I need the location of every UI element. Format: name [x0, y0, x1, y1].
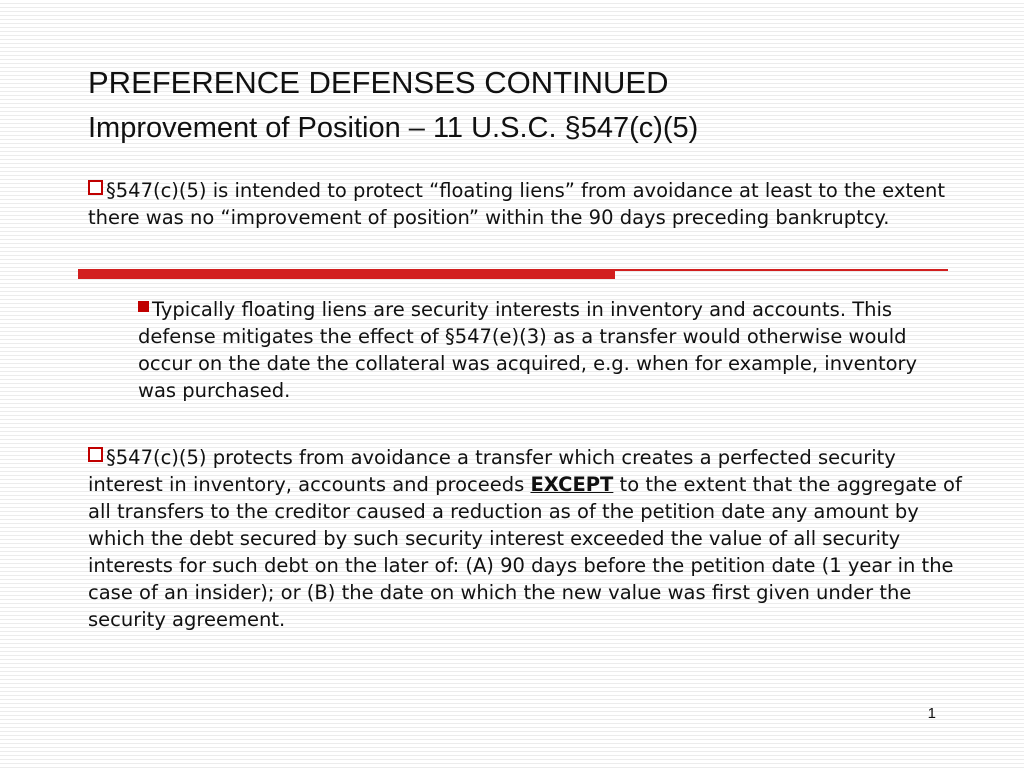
except-emphasis: EXCEPT	[530, 473, 614, 496]
page-number: 1	[927, 705, 936, 722]
hollow-square-bullet-icon	[88, 180, 103, 195]
bullet-point-2	[88, 444, 968, 633]
bullet-point-2-text-after: to the extent that the aggregate of all transfers to the creditor caused a reduction as of the petition date any amount by which the debt secured by such security interest exceeded the value of all security interests for such debt on the later of: (A) 90 days before the petition date (1 year in the case of an insider); or (B) the date on which the new value was first given under the security agreement.	[88, 473, 962, 631]
bullet-point-2-text-before: §547(c)(5) protects from avoidance a transfer which creates a perfected security interest in inventory, accounts and proceeds	[88, 446, 896, 496]
filled-square-bullet-icon	[138, 301, 149, 312]
divider-thick	[78, 269, 615, 279]
slide-title: PREFERENCE DEFENSES CONTINUED	[88, 65, 669, 100]
sub-bullet-point-1	[138, 296, 958, 404]
hollow-square-bullet-icon	[88, 447, 103, 462]
sub-bullet-point-1-text: Typically floating liens are security interests in inventory and accounts. This defense mitigates the effect of §547(e)(3) as a transfer would otherwise would occur on the date the collateral was acquired, e.g. when for example, inventory was purchased.	[138, 298, 918, 402]
divider-thin	[615, 269, 948, 271]
slide-subtitle: Improvement of Position – 11 U.S.C. §547(c)(5)	[88, 112, 699, 144]
bullet-point-1	[88, 177, 968, 231]
bullet-point-1-text: §547(c)(5) is intended to protect “floating liens” from avoidance at least to the extent there was no “improvement of position” within the 90 days preceding bankruptcy.	[88, 179, 946, 229]
